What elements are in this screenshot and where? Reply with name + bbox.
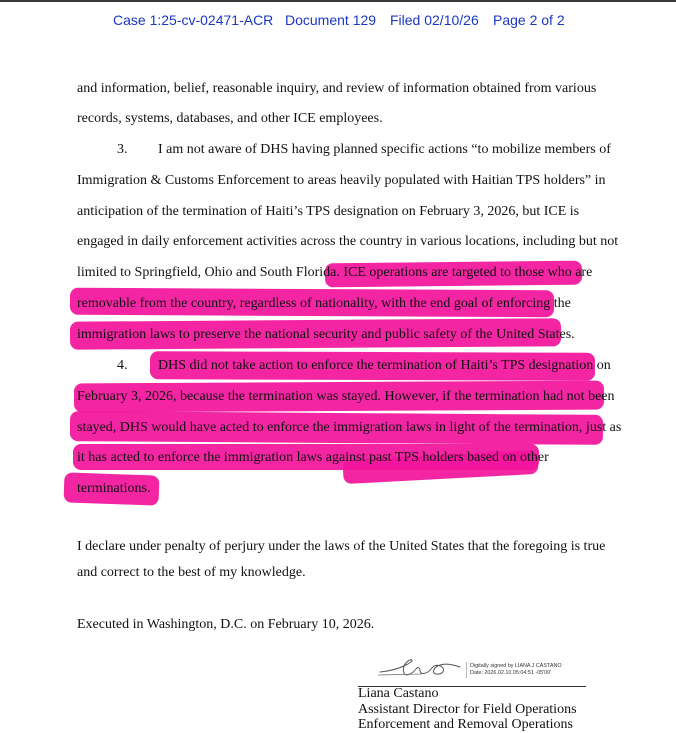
paragraph-line: anticipation of the termination of Haiti’s TPS designation on February 3, 2026, but ICE is: [77, 204, 580, 219]
signatory-title: Assistant Director for Field Operations: [358, 702, 577, 717]
handwritten-signature: [376, 654, 466, 680]
case-number: Case 1:25-cv-02471-ACR: [113, 12, 274, 28]
filing-header: [0, 12, 676, 32]
signatory-name: Liana Castano: [358, 686, 439, 701]
paragraph-number: 4.: [117, 358, 128, 373]
paragraph-line: DHS did not take action to enforce the termination of Haiti’s TPS designation on: [158, 358, 611, 373]
signatory-office: Enforcement and Removal Operations: [358, 717, 573, 732]
paragraph-line: limited to Springfield, Ohio and South Florida. ICE operations are targeted to those who are: [77, 265, 593, 280]
paragraph-line: I am not aware of DHS having planned specific actions “to mobilize members of: [158, 142, 611, 157]
declaration-line: and correct to the best of my knowledge.: [77, 565, 306, 580]
paragraph-number: 3.: [117, 142, 128, 157]
page-indicator: Page 2 of 2: [493, 12, 565, 28]
declaration-line: I declare under penalty of perjury under the laws of the United States that the foregoing is true: [77, 539, 606, 554]
paragraph-line: February 3, 2026, because the termination was stayed. However, if the termination had not been: [77, 389, 615, 404]
page-top-border: [0, 0, 676, 2]
paragraph-line: immigration laws to preserve the national security and public safety of the United States.: [77, 327, 575, 342]
digital-signature-date: Date: 2026.02.10 05:04:51 -05'00': [470, 670, 552, 676]
paragraph-line: terminations.: [77, 481, 151, 496]
paragraph-line: stayed, DHS would have acted to enforce the immigration laws in light of the termination, just as: [77, 420, 622, 435]
paragraph-line: it has acted to enforce the immigration laws against past TPS holders based on other: [77, 450, 549, 465]
paragraph-line: engaged in daily enforcement activities across the country in various locations, including but not: [77, 234, 619, 249]
paragraph-line: Immigration & Customs Enforcement to areas heavily populated with Haitian TPS holders” in: [77, 173, 606, 188]
digital-signature-name: Digitally signed by LIANA J CASTANO: [470, 663, 562, 669]
document-number: Document 129: [285, 12, 377, 28]
body-line: and information, belief, reasonable inquiry, and review of information obtained from various: [77, 81, 597, 96]
body-line: records, systems, databases, and other ICE employees.: [77, 111, 383, 126]
filed-date: Filed 02/10/26: [390, 12, 479, 28]
executed-statement: Executed in Washington, D.C. on February 10, 2026.: [77, 617, 375, 632]
paragraph-line: removable from the country, regardless of nationality, with the end goal of enforcing the: [77, 296, 571, 311]
signature-divider: [466, 662, 467, 678]
